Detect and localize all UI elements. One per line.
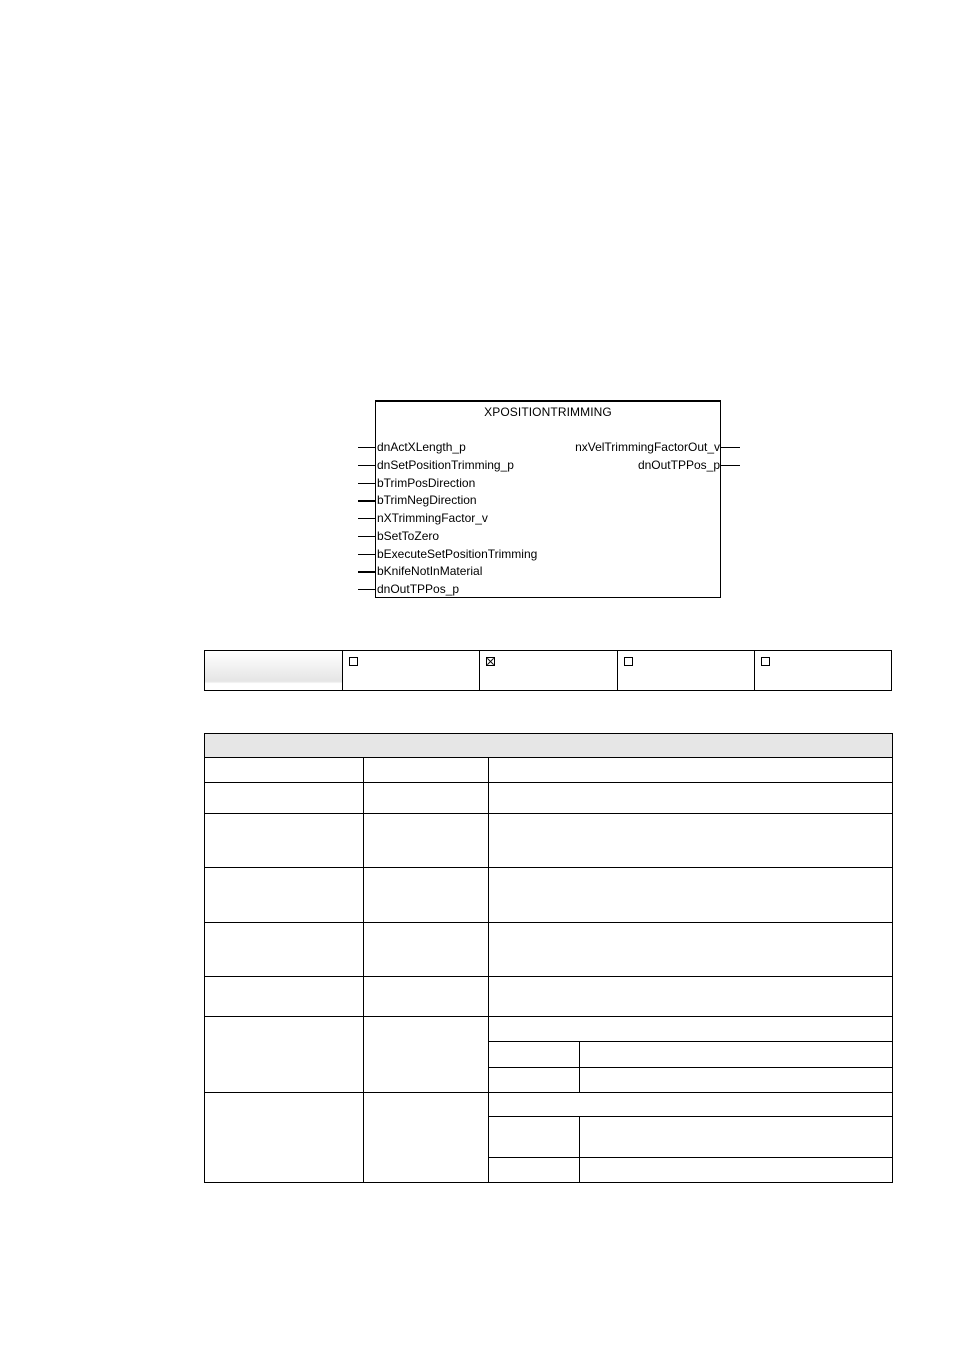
- table-header-cell: [205, 734, 893, 758]
- table-cell: [489, 868, 893, 923]
- input-pin-line: [358, 554, 375, 555]
- table-cell: [364, 783, 489, 814]
- input-pin-label: dnSetPositionTrimming_p: [377, 458, 514, 472]
- input-pin-label: bTrimPosDirection: [377, 476, 476, 490]
- table-cell: [205, 977, 364, 1017]
- output-pin-label: nxVelTrimmingFactorOut_v: [575, 440, 720, 454]
- table-cell: [205, 1093, 364, 1183]
- checkbox-checked-icon[interactable]: [486, 657, 495, 666]
- checkbox-table: [204, 650, 892, 691]
- table-cell: [364, 923, 489, 977]
- table-cell: [489, 814, 893, 868]
- table-row: [205, 783, 893, 814]
- input-pin-line: [358, 536, 375, 537]
- table-cell: [580, 1158, 893, 1183]
- table-cell: [489, 1117, 580, 1158]
- checkbox-icon[interactable]: [761, 657, 770, 666]
- table-row: [205, 1093, 893, 1117]
- checkbox-cell: [480, 651, 617, 691]
- table-cell: [205, 868, 364, 923]
- input-pin-line: [358, 518, 375, 519]
- table-cell: [580, 1117, 893, 1158]
- table-cell: [489, 923, 893, 977]
- checkbox-cell: [754, 651, 891, 691]
- checkbox-icon[interactable]: [624, 657, 633, 666]
- table-cell: [205, 783, 364, 814]
- variable-table: [204, 733, 893, 1183]
- checkbox-row: [205, 651, 892, 691]
- table-cell: [489, 758, 893, 783]
- checkbox-icon[interactable]: [349, 657, 358, 666]
- table-cell: [489, 1158, 580, 1183]
- table-row: [205, 977, 893, 1017]
- table-cell: [489, 783, 893, 814]
- table-cell: [364, 814, 489, 868]
- table-row: [205, 923, 893, 977]
- input-pin-label: bTrimNegDirection: [377, 493, 477, 507]
- input-pin-line: [358, 465, 375, 466]
- input-pin-line: [358, 571, 375, 573]
- table-cell: [489, 1093, 893, 1117]
- table-row: [205, 758, 893, 783]
- input-pin-line: [358, 589, 375, 590]
- input-pin-line: [358, 500, 375, 502]
- table-cell: [364, 1017, 489, 1093]
- input-pin-label: nXTrimmingFactor_v: [377, 511, 488, 525]
- input-pin-line: [358, 483, 375, 484]
- checkbox-cell: [343, 651, 480, 691]
- table-cell: [364, 758, 489, 783]
- table-cell: [364, 868, 489, 923]
- output-pin-label: dnOutTPPos_p: [637, 458, 720, 472]
- table-cell: [364, 977, 489, 1017]
- input-pin-label: bKnifeNotInMaterial: [377, 564, 483, 578]
- table-cell: [205, 814, 364, 868]
- table-cell: [489, 1017, 893, 1042]
- input-pin-line: [358, 447, 375, 448]
- table-cell: [489, 1042, 580, 1068]
- table-header-row: [205, 734, 893, 758]
- input-pin-label: dnOutTPPos_p: [377, 582, 460, 596]
- table-cell: [489, 977, 893, 1017]
- table-cell: [489, 1068, 580, 1093]
- table-cell: [580, 1068, 893, 1093]
- output-pin-line: [721, 447, 740, 448]
- table-cell: [205, 1017, 364, 1093]
- table-row: [205, 814, 893, 868]
- input-pin-label: dnActXLength_p: [377, 440, 466, 454]
- table-row: [205, 868, 893, 923]
- table-cell: [364, 1093, 489, 1183]
- input-pin-label: bExecuteSetPositionTrimming: [377, 547, 538, 561]
- checkbox-cell: [617, 651, 754, 691]
- table-cell: [205, 758, 364, 783]
- function-block-title: XPOSITIONTRIMMING: [484, 405, 612, 419]
- table-row: [205, 1017, 893, 1042]
- input-pin-label: bSetToZero: [377, 529, 440, 543]
- table-cell: [580, 1042, 893, 1068]
- table-cell: [205, 923, 364, 977]
- checkbox-label-cell: [205, 651, 343, 691]
- output-pin-line: [721, 465, 740, 466]
